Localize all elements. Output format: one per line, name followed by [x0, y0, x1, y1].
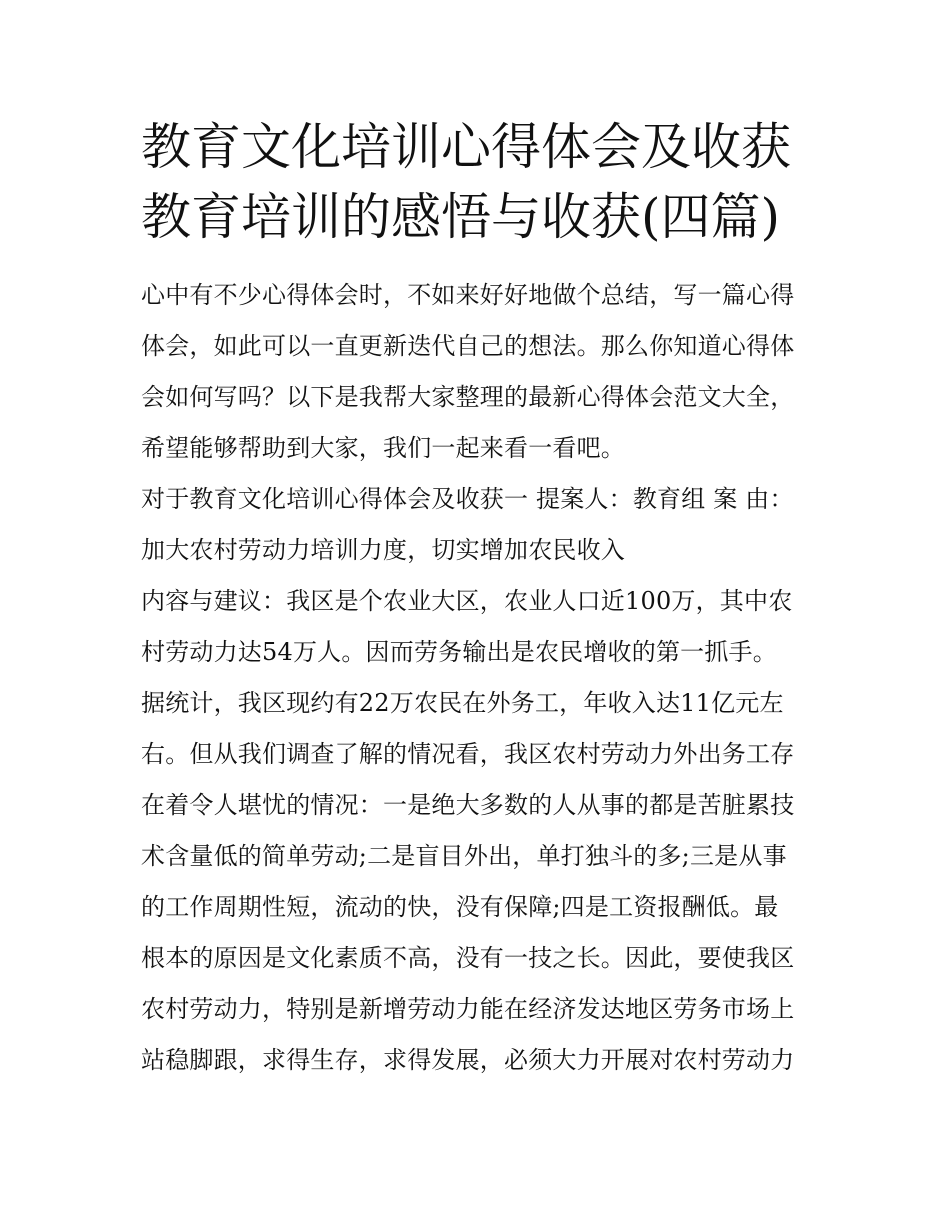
text-line: 村劳动力达54万人。因而劳务输出是农民增收的第一抓手。: [141, 638, 777, 666]
text-line: 农村劳动力，特别是新增劳动力能在经济发达地区劳务市场上: [141, 995, 795, 1023]
text-line: 心中有不少心得体会时，不如来好好地做个总结，写一篇心得: [141, 281, 795, 309]
document-title: [141, 112, 821, 252]
text-line: 的工作周期性短，流动的快，没有保障;四是工资报酬低。最: [141, 893, 779, 921]
text-line: 体会，如此可以一直更新迭代自己的想法。那么你知道心得体: [141, 332, 795, 360]
text-line: 根本的原因是文化素质不高，没有一技之长。因此，要使我区: [141, 944, 795, 972]
text-line: 在着令人堪忧的情况：一是绝大多数的人从事的都是苦脏累技: [141, 791, 795, 819]
text-line: 据统计，我区现约有22万农民在外务工，年收入达11亿元左: [141, 689, 784, 717]
text-line: 内容与建议：我区是个农业大区，农业人口近100万，其中农: [141, 587, 793, 615]
text-line: 对于教育文化培训心得体会及收获一 提案人：教育组 案 由：: [141, 485, 794, 513]
document-content: [141, 112, 821, 1086]
proposal-body-paragraph: [141, 576, 821, 1086]
title-line: 教育培训的感悟与收获(四篇): [141, 188, 781, 246]
text-line: 站稳脚跟，求得生存，求得发展，必须大力开展对农村劳动力: [141, 1046, 795, 1074]
title-line: 教育文化培训心得体会及收获: [141, 118, 791, 176]
text-line: 会如何写吗？以下是我帮大家整理的最新心得体会范文大全，: [141, 383, 795, 411]
text-line: 加大农村劳动力培训力度，切实增加农民收入: [141, 536, 625, 564]
text-line: 右。但从我们调查了解的情况看，我区农村劳动力外出务工存: [141, 740, 795, 768]
text-line: 希望能够帮助到大家，我们一起来看一看吧。: [141, 434, 625, 462]
text-line: 术含量低的简单劳动;二是盲目外出，单打独斗的多;三是从事: [141, 842, 787, 870]
intro-paragraph: [141, 270, 821, 474]
proposal-header-paragraph: [141, 474, 821, 576]
